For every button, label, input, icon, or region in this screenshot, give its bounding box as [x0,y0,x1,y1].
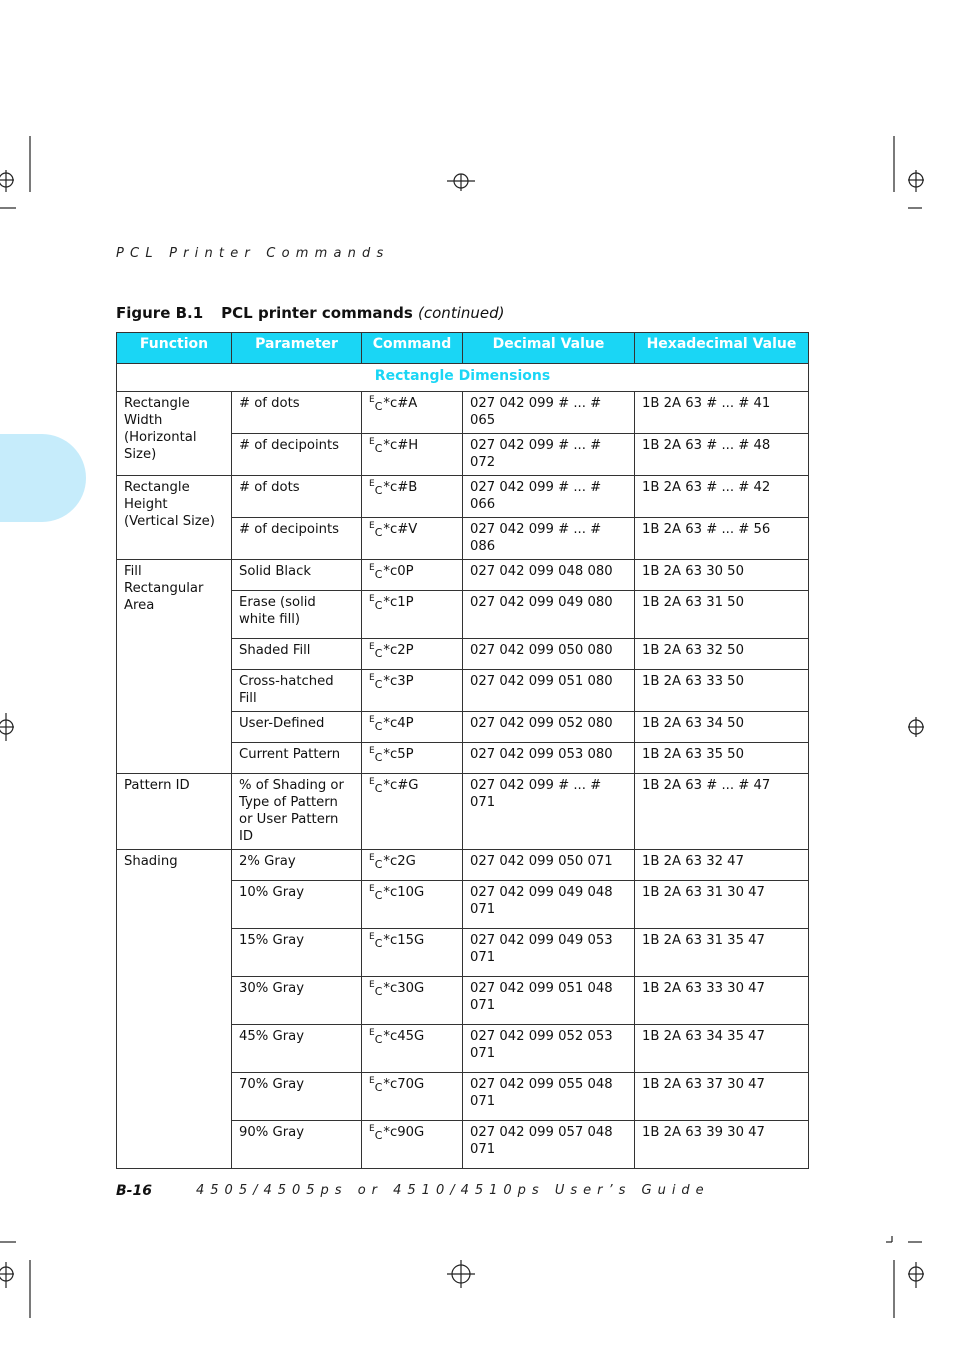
cell-decimal: 027 042 099 049 080 [463,591,635,639]
escape-char-e: E [369,853,375,863]
table-row [117,774,809,850]
cell-parameter: # of dots [232,476,362,518]
cell-hex: 1B 2A 63 31 50 [635,591,809,639]
command-text: *c90G [383,1125,425,1140]
table-row [117,392,809,434]
cell-command [362,1025,463,1073]
escape-char-c: C [374,720,383,733]
escape-char-e: E [369,1076,375,1086]
cell-decimal: 027 042 099 # ... # 066 [463,476,635,518]
escape-char-e: E [369,479,375,489]
escape-char-e: E [369,715,375,725]
cell-hex: 1B 2A 63 34 35 47 [635,1025,809,1073]
command-text: *c2G [383,854,416,869]
cell-decimal: 027 042 099 051 048 071 [463,977,635,1025]
header-hexadecimal-value: Hexadecimal Value [635,333,809,364]
escape-char-c: C [374,400,383,413]
escape-char-e: E [369,521,375,531]
command-text: *c#G [383,778,419,793]
cell-parameter: User-Defined [232,712,362,743]
cell-command [362,1073,463,1121]
section-row [117,364,809,392]
cell-hex: 1B 2A 63 # ... # 41 [635,392,809,434]
command-text: *c3P [383,674,414,689]
escape-char-e: E [369,980,375,990]
cell-parameter: Cross-hatched Fill [232,670,362,712]
cell-function: Pattern ID [117,774,232,850]
cell-function: Shading [117,850,232,1169]
cell-decimal: 027 042 099 051 080 [463,670,635,712]
cell-command [362,476,463,518]
figure-caption [116,304,504,322]
cell-hex: 1B 2A 63 31 30 47 [635,881,809,929]
cell-command [362,712,463,743]
cell-decimal: 027 042 099 055 048 071 [463,1073,635,1121]
escape-char-e: E [369,594,375,604]
cell-parameter: 45% Gray [232,1025,362,1073]
escape-char-c: C [374,1033,383,1046]
cell-hex: 1B 2A 63 33 50 [635,670,809,712]
header-decimal-value: Decimal Value [463,333,635,364]
cell-parameter: 90% Gray [232,1121,362,1169]
command-text: *c70G [383,1077,425,1092]
cell-function: Fill Rectangular Area [117,560,232,774]
page-number: B-16 [116,1183,152,1199]
command-text: *c30G [383,981,425,996]
cell-command [362,743,463,774]
cell-decimal: 027 042 099 # ... # 065 [463,392,635,434]
cell-hex: 1B 2A 63 # ... # 56 [635,518,809,560]
cell-parameter: 30% Gray [232,977,362,1025]
cell-hex: 1B 2A 63 31 35 47 [635,929,809,977]
cell-parameter: Current Pattern [232,743,362,774]
cell-hex: 1B 2A 63 # ... # 48 [635,434,809,476]
table-row [117,476,809,518]
escape-char-c: C [374,751,383,764]
cell-command [362,434,463,476]
command-text: *c45G [383,1029,425,1044]
cell-decimal: 027 042 099 # ... # 071 [463,774,635,850]
cell-parameter: # of dots [232,392,362,434]
table-row [117,560,809,591]
cell-decimal: 027 042 099 050 080 [463,639,635,670]
escape-char-e: E [369,395,375,405]
cell-hex: 1B 2A 63 # ... # 42 [635,476,809,518]
running-head: PCL Printer Commands [116,246,390,261]
cell-decimal: 027 042 099 # ... # 086 [463,518,635,560]
header-function: Function [117,333,232,364]
escape-char-c: C [374,647,383,660]
command-text: *c15G [383,933,425,948]
cell-parameter: 10% Gray [232,881,362,929]
cell-decimal: 027 042 099 052 053 071 [463,1025,635,1073]
escape-char-e: E [369,746,375,756]
cell-hex: 1B 2A 63 35 50 [635,743,809,774]
escape-char-e: E [369,777,375,787]
command-text: *c1P [383,595,414,610]
escape-char-c: C [374,678,383,691]
figure-continued: (continued) [418,304,505,322]
cell-parameter: 15% Gray [232,929,362,977]
cell-parameter: Solid Black [232,560,362,591]
escape-char-e: E [369,642,375,652]
cell-hex: 1B 2A 63 30 50 [635,560,809,591]
cell-hex: 1B 2A 63 32 50 [635,639,809,670]
cell-parameter: % of Shading or Type of Pattern or User Pattern ID [232,774,362,850]
cell-parameter: Shaded Fill [232,639,362,670]
section-title: Rectangle Dimensions [117,364,809,392]
command-text: *c#B [383,480,418,495]
cell-parameter: # of decipoints [232,518,362,560]
escape-char-c: C [374,484,383,497]
header-command: Command [362,333,463,364]
escape-char-c: C [374,526,383,539]
cell-command [362,929,463,977]
escape-char-e: E [369,932,375,942]
cell-function: Rectangle Width (Horizontal Size) [117,392,232,476]
escape-char-e: E [369,1028,375,1038]
escape-char-c: C [374,568,383,581]
cell-decimal: 027 042 099 048 080 [463,560,635,591]
chapter-side-tab [0,434,86,522]
escape-char-c: C [374,1081,383,1094]
cell-parameter: # of decipoints [232,434,362,476]
escape-char-e: E [369,563,375,573]
cell-command [362,591,463,639]
cell-command [362,670,463,712]
cell-decimal: 027 042 099 049 053 071 [463,929,635,977]
escape-char-e: E [369,673,375,683]
cell-command [362,392,463,434]
escape-char-e: E [369,884,375,894]
command-text: *c5P [383,747,414,762]
command-text: *c#A [383,396,418,411]
command-text: *c#V [383,522,418,537]
escape-char-e: E [369,1124,375,1134]
cell-command [362,881,463,929]
cell-hex: 1B 2A 63 33 30 47 [635,977,809,1025]
command-text: *c#H [383,438,419,453]
escape-char-c: C [374,937,383,950]
header-parameter: Parameter [232,333,362,364]
escape-char-c: C [374,442,383,455]
escape-char-c: C [374,1129,383,1142]
cell-command [362,977,463,1025]
escape-char-c: C [374,889,383,902]
escape-char-c: C [374,985,383,998]
footer-title: 4505/4505ps or 4510/4510ps User’s Guide [196,1183,710,1198]
cell-parameter: Erase (solid white fill) [232,591,362,639]
command-text: *c10G [383,885,425,900]
cell-decimal: 027 042 099 049 048 071 [463,881,635,929]
cell-hex: 1B 2A 63 37 30 47 [635,1073,809,1121]
cell-command [362,560,463,591]
cell-decimal: 027 042 099 050 071 [463,850,635,881]
pcl-commands-table [116,332,809,1169]
cell-function: Rectangle Height (Vertical Size) [117,476,232,560]
cell-decimal: 027 042 099 # ... # 072 [463,434,635,476]
cell-parameter: 2% Gray [232,850,362,881]
cell-decimal: 027 042 099 057 048 071 [463,1121,635,1169]
figure-title: PCL printer commands [221,304,413,322]
command-text: *c2P [383,643,414,658]
table-header-row [117,333,809,364]
cell-hex: 1B 2A 63 32 47 [635,850,809,881]
cell-hex: 1B 2A 63 # ... # 47 [635,774,809,850]
cell-command [362,850,463,881]
cell-command [362,1121,463,1169]
escape-char-c: C [374,858,383,871]
escape-char-c: C [374,599,383,612]
cell-decimal: 027 042 099 052 080 [463,712,635,743]
command-text: *c4P [383,716,414,731]
table-row [117,850,809,881]
command-text: *c0P [383,564,414,579]
figure-label: Figure B.1 [116,304,204,322]
cell-command [362,518,463,560]
cell-command [362,774,463,850]
escape-char-e: E [369,437,375,447]
cell-hex: 1B 2A 63 34 50 [635,712,809,743]
cell-parameter: 70% Gray [232,1073,362,1121]
escape-char-c: C [374,782,383,795]
cell-decimal: 027 042 099 053 080 [463,743,635,774]
cell-command [362,639,463,670]
cell-hex: 1B 2A 63 39 30 47 [635,1121,809,1169]
